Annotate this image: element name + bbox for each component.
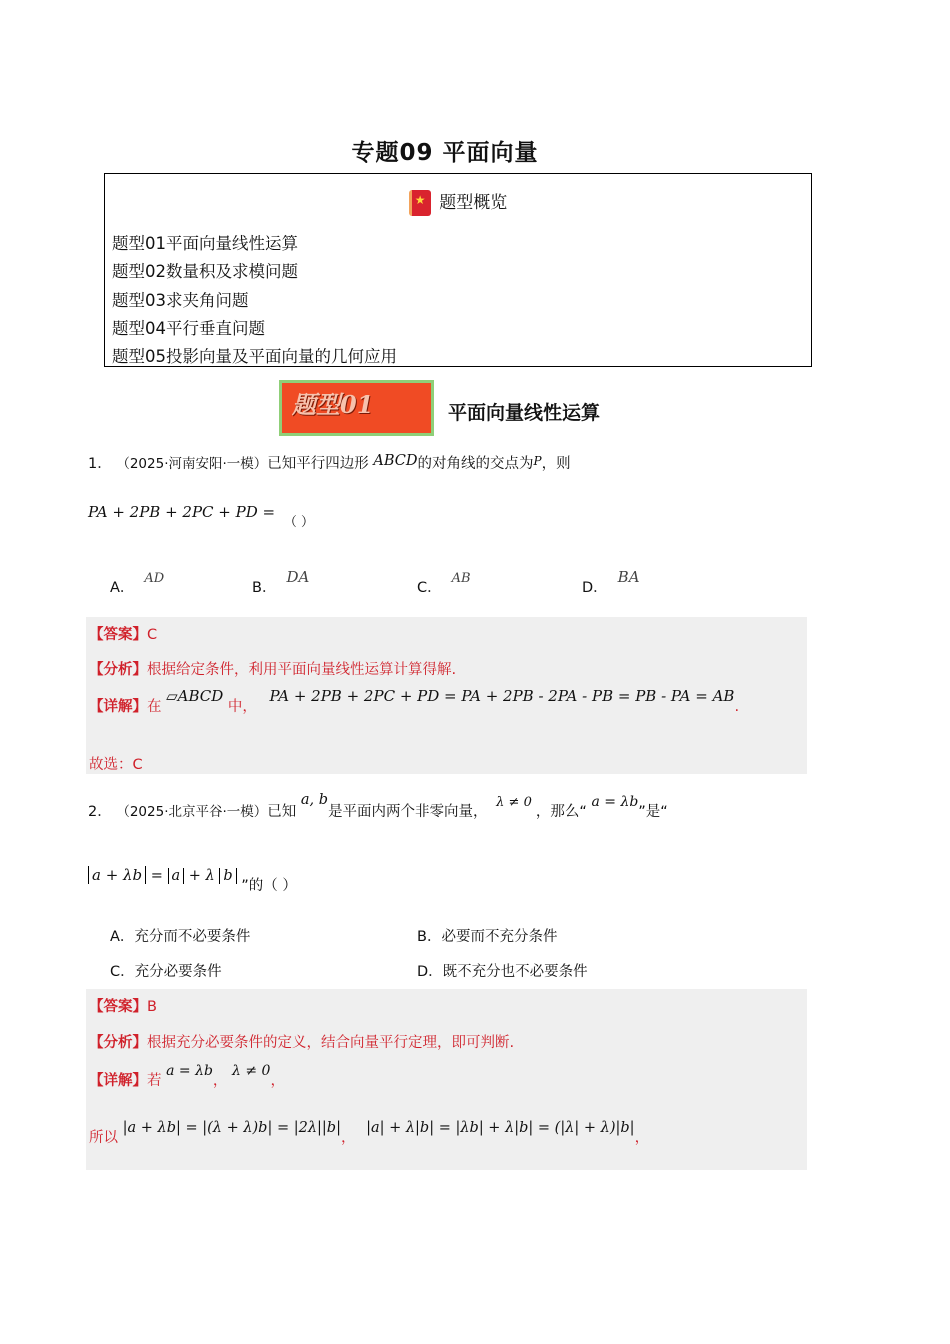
q1-detail: 【详解】在 ▱ABCD 中， PA + 2PB + 2PC + PD = PA + 2PB - 2PA - PB = PB - PA = AB. [89, 687, 740, 715]
overview-list [112, 230, 397, 371]
overview-item: 题型03求夹角问题 [112, 290, 249, 310]
section-badge: 题型01 [279, 380, 434, 436]
q2-option-d: D．既不充分也不必要条件 [417, 964, 588, 980]
overview-item: 题型01平面向量线性运算 [112, 234, 298, 253]
section-title: 平面向量线性运算 [448, 402, 601, 424]
q1-option-d: D．BA [582, 568, 640, 596]
page-title: 专题09 平面向量 [351, 140, 539, 166]
overview-item: 题型04平行垂直问题 [112, 318, 265, 338]
q2-stem: 2． （2025·北京平谷·一模）已知 a, b是平面内两个非零向量， λ ≠ 0，那么“ a = λb”是“ [88, 792, 668, 820]
q1-answer: 【答案】C [89, 627, 158, 643]
q1-answer-box [86, 617, 807, 774]
q2-condition: a + λb = a + λ b ”的（ ） [88, 864, 297, 885]
q2-detail: 【详解】若 a = λb， λ ≠ 0， [89, 1063, 285, 1089]
q2-option-c: C．充分必要条件 [110, 964, 222, 980]
q1-analysis: 【分析】根据给定条件，利用平面向量线性运算计算得解. [89, 662, 457, 678]
overview-box [104, 173, 812, 367]
book-icon: ★ [409, 190, 431, 216]
overview-heading: ★ 题型概览 [105, 188, 811, 216]
q2-option-b: B．必要而不充分条件 [417, 929, 558, 945]
q2-answer: 【答案】B [89, 999, 157, 1015]
q1-expression: PA + 2PB + 2PC + PD = （ ） [88, 503, 315, 530]
q1-conclusion: 故选：C [89, 757, 143, 773]
q2-answer-box [86, 989, 807, 1170]
overview-item: 题型05投影向量及平面向量的几何应用 [112, 347, 397, 367]
q1-option-c: C．AB [417, 571, 471, 596]
q2-detail-so: 所以 |a + λb| = |(λ + λ)b| = |2λ||b|， |a| + λ|b| = |λb| + λ|b| = (|λ| + λ)|b|， [89, 1120, 650, 1146]
q2-option-a: A．充分而不必要条件 [110, 929, 251, 945]
q1-option-a: A．AD [110, 571, 165, 596]
q1-option-b: B．DA [252, 568, 310, 596]
q2-analysis: 【分析】根据充分必要条件的定义，结合向量平行定理，即可判断. [89, 1035, 515, 1051]
overview-item: 题型02数量积及求模问题 [112, 262, 298, 282]
q1-stem: 1． （2025·河南安阳·一模）已知平行四边形 ABCD的对角线的交点为$^P$，则 [88, 453, 571, 472]
